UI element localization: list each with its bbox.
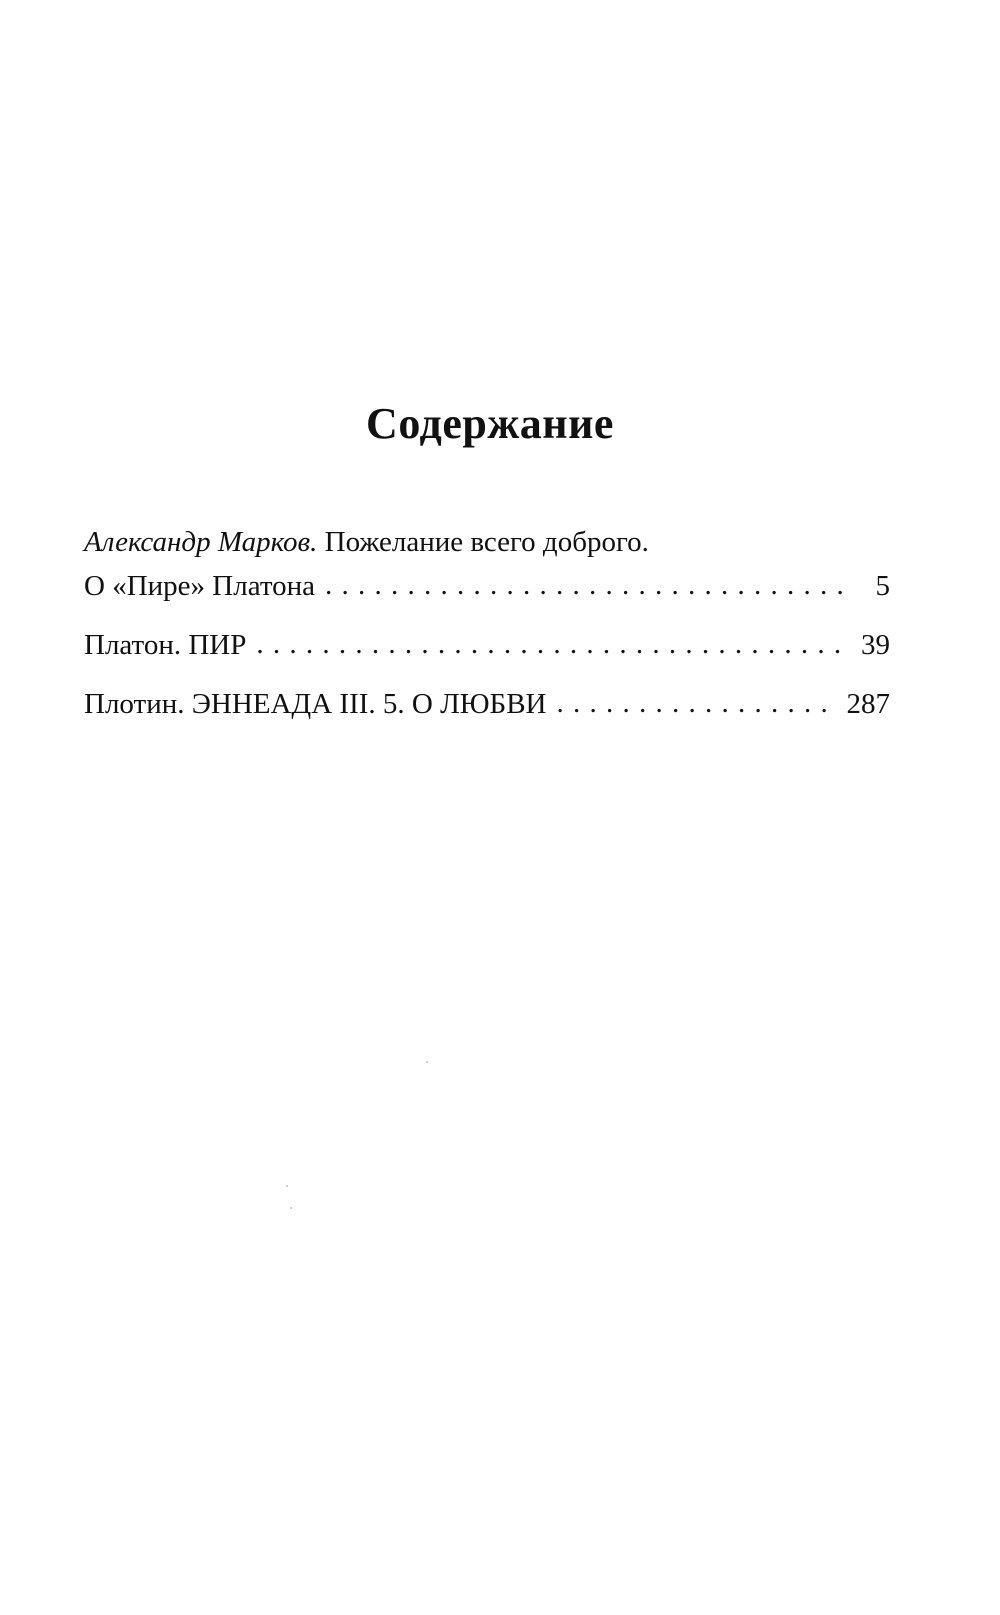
table-of-contents <box>84 520 890 726</box>
toc-entry-page: 39 <box>861 629 890 661</box>
toc-entry-heading <box>84 520 890 564</box>
toc-entry-row <box>84 564 890 608</box>
toc-entry-author: Александр Марков. <box>84 526 318 558</box>
scan-speck <box>286 1185 288 1187</box>
toc-entry-page: 5 <box>875 570 890 602</box>
page-title: Содержание <box>366 399 614 448</box>
toc-entry-title: Плотин. ЭННЕАДА III. 5. О ЛЮБВИ <box>84 688 547 720</box>
toc-entry-title: Платон. ПИР <box>84 629 247 661</box>
toc-entry-subtitle: Пожелание всего доброго. <box>317 526 649 558</box>
toc-entry[interactable] <box>84 682 890 726</box>
toc-entry[interactable] <box>84 623 890 667</box>
toc-entry-page: 287 <box>846 688 890 720</box>
toc-entry-row <box>84 623 890 667</box>
scan-speck <box>290 1207 292 1209</box>
dot-leader <box>256 622 842 666</box>
toc-entry[interactable] <box>84 520 890 608</box>
dot-leader <box>557 681 837 725</box>
toc-entry-title: О «Пире» Платона <box>84 570 315 602</box>
scan-speck <box>426 1061 428 1063</box>
dot-leader <box>325 563 842 607</box>
toc-entry-row <box>84 682 890 726</box>
